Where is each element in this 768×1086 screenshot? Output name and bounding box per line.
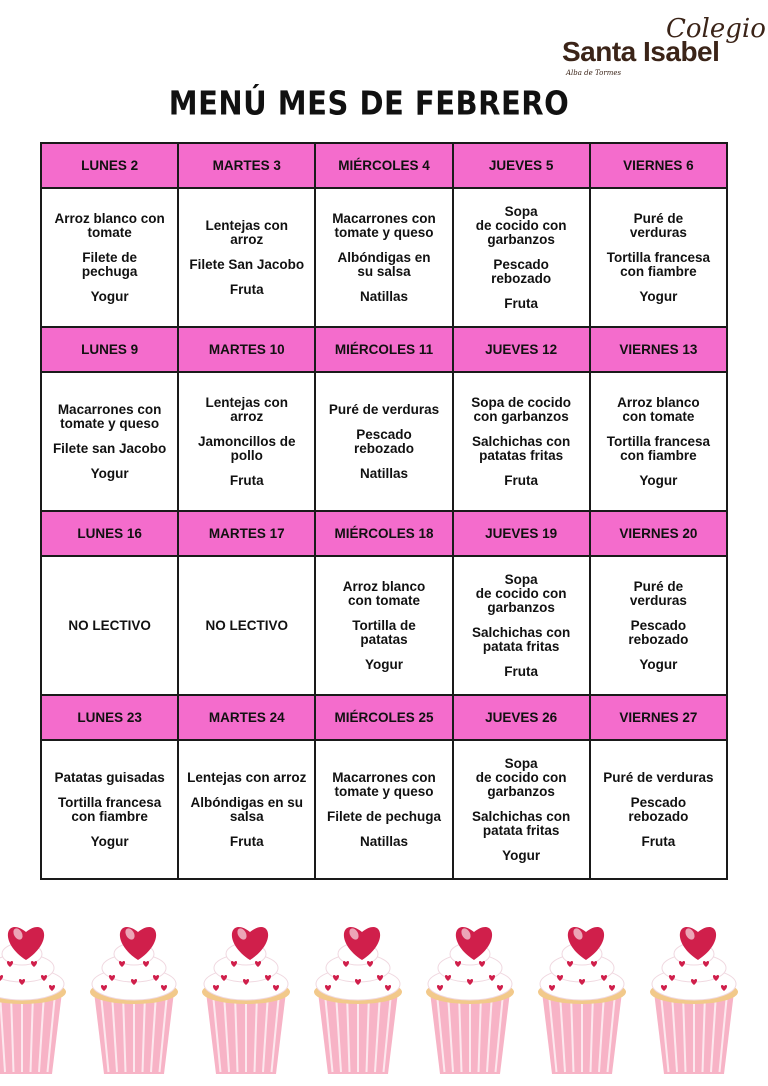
day-header: LUNES 23 [41,695,178,740]
dish-item: Yogur [502,847,541,863]
day-header: VIERNES 13 [590,327,727,372]
menu-table [40,142,728,880]
dish-item: Yogur [90,288,129,304]
page-title: MENÚ MES DE FEBRERO [168,83,570,123]
dish-item: Puré de verduras [603,769,714,785]
day-header: JUEVES 19 [453,511,590,556]
dish-item: Puré de verduras [629,578,687,608]
dish-item: Lentejas con arroz [205,394,289,424]
day-menu-cell [453,372,590,511]
day-header: VIERNES 20 [590,511,727,556]
day-header: MARTES 3 [178,143,315,188]
dish-item: Filete San Jacobo [189,256,305,272]
dish-item: Fruta [229,472,264,488]
logo-name-text: Santa Isabel [562,36,720,67]
menu-table-body [41,143,727,879]
dish-item: Jamoncillos de pollo [198,433,296,463]
dish-item: Tortilla francesa con fiambre [606,249,711,279]
dish-item: Pescado rebozado [353,426,414,456]
day-menu-cell [453,188,590,327]
day-menu-cell [590,188,727,327]
cupcake-with-heart-icon [650,927,738,1074]
dish-item: Yogur [639,472,678,488]
dish-item: Tortilla de patatas [352,617,416,647]
dish-item: Macarrones con tomate y queso [57,401,162,431]
logo-script-text: Colegio [666,14,766,44]
dish-item: Fruta [641,833,676,849]
day-header: LUNES 2 [41,143,178,188]
dish-item: Filete de pechuga [81,249,138,279]
dish-item: Salchichas con patatas fritas [472,433,571,463]
week-header-row [41,143,727,188]
week-menu-row [41,188,727,327]
dish-item: NO LECTIVO [68,617,151,633]
day-menu-cell [590,372,727,511]
week-header-row [41,695,727,740]
dish-item: Fruta [229,833,264,849]
dish-item: Fruta [504,472,539,488]
dish-item: Macarrones con tomate y queso [332,210,436,240]
day-header: MARTES 24 [178,695,315,740]
dish-item: Filete san Jacobo [52,440,167,456]
day-menu-cell [453,740,590,879]
day-menu-cell [453,556,590,695]
dish-item: Albóndigas en su salsa [190,794,304,824]
week-header-row [41,327,727,372]
dish-item: Natillas [359,288,408,304]
week-menu-row [41,372,727,511]
dish-item: Filete de pechuga [326,808,441,824]
dish-item: Puré de verduras [629,210,687,240]
dish-item: Natillas [359,833,408,849]
dish-item: Arroz blanco con tomate [342,578,426,608]
dish-item: Tortilla francesa con fiambre [606,433,711,463]
dish-item: Yogur [639,656,678,672]
day-header: MIÉRCOLES 18 [315,511,452,556]
day-menu-cell [590,556,727,695]
day-menu-cell [590,740,727,879]
day-header: LUNES 9 [41,327,178,372]
school-logo [556,8,766,80]
day-header: MIÉRCOLES 4 [315,143,452,188]
day-header: MIÉRCOLES 25 [315,695,452,740]
dish-item: Yogur [90,833,129,849]
week-menu-row [41,556,727,695]
dish-item: Pescado rebozado [628,617,689,647]
cupcake-with-heart-icon [202,927,290,1074]
day-menu-cell [41,556,178,695]
dish-item: Tortilla francesa con fiambre [57,794,162,824]
week-menu-row [41,740,727,879]
dish-item: Salchichas con patata fritas [472,808,571,838]
cupcake-with-heart-icon [426,927,514,1074]
dish-item: Puré de verduras [328,401,440,417]
dish-item: Pescado rebozado [628,794,689,824]
dish-item: NO LECTIVO [205,617,289,633]
day-menu-cell [315,188,452,327]
dish-item: Fruta [504,663,539,679]
day-header: JUEVES 26 [453,695,590,740]
day-header: LUNES 16 [41,511,178,556]
dish-item: Yogur [90,465,129,481]
day-menu-cell [315,556,452,695]
dish-item: Salchichas con patata fritas [472,624,571,654]
day-menu-cell [41,740,178,879]
day-menu-cell [178,372,315,511]
dish-item: Yogur [364,656,403,672]
logo-subtitle-text: Alba de Tormes [566,69,622,77]
dish-item: Lentejas con arroz [205,217,289,247]
day-header: JUEVES 12 [453,327,590,372]
day-header: VIERNES 27 [590,695,727,740]
day-menu-cell [178,740,315,879]
dish-item: Natillas [359,465,408,481]
day-header: MIÉRCOLES 11 [315,327,452,372]
day-header: JUEVES 5 [453,143,590,188]
dish-item: Yogur [639,288,678,304]
cupcake-with-heart-icon [314,927,402,1074]
day-menu-cell [41,372,178,511]
dish-item: Sopa de cocido con garbanzos [475,571,567,615]
dish-item: Arroz blanco con tomate [617,394,700,424]
day-menu-cell [178,556,315,695]
day-header: MARTES 17 [178,511,315,556]
day-menu-cell [178,188,315,327]
dish-item: Macarrones con tomate y queso [332,769,436,799]
dish-item: Lentejas con arroz [187,769,307,785]
day-menu-cell [41,188,178,327]
cupcake-with-heart-icon [0,927,66,1074]
dish-item: Arroz blanco con tomate [54,210,165,240]
dish-item: Albóndigas en su salsa [337,249,431,279]
day-header: MARTES 10 [178,327,315,372]
dish-item: Sopa de cocido con garbanzos [471,394,572,424]
day-menu-cell [315,372,452,511]
cupcake-decoration [0,912,768,1086]
dish-item: Fruta [229,281,264,297]
cupcake-with-heart-icon [538,927,626,1074]
dish-item: Sopa de cocido con garbanzos [475,203,567,247]
cupcake-with-heart-icon [90,927,178,1074]
dish-item: Pescado rebozado [491,256,552,286]
dish-item: Patatas guisadas [54,769,165,785]
dish-item: Fruta [504,295,539,311]
dish-item: Sopa de cocido con garbanzos [475,755,567,799]
day-header: VIERNES 6 [590,143,727,188]
week-header-row [41,511,727,556]
day-menu-cell [315,740,452,879]
